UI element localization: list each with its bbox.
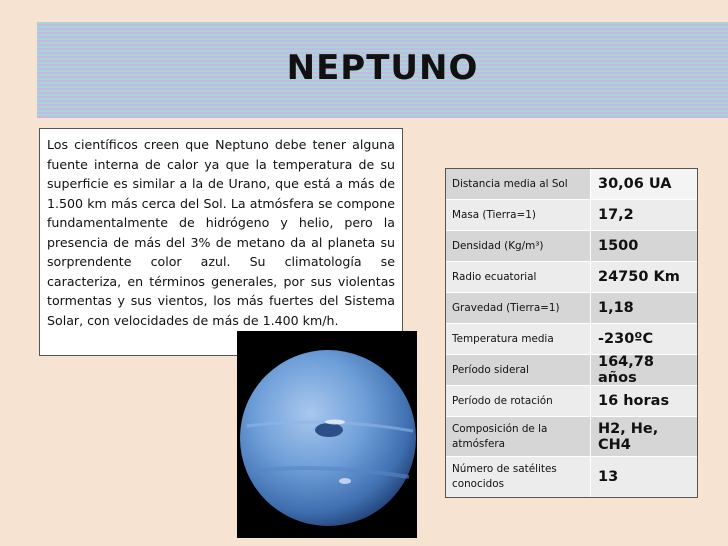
description-box — [39, 128, 403, 356]
table-row — [446, 200, 697, 231]
table-row — [446, 457, 697, 497]
fact-label: Período de rotación — [446, 386, 591, 416]
fact-value: 1,18 — [591, 293, 697, 323]
facts-table — [445, 168, 698, 498]
table-row — [446, 169, 697, 200]
table-row — [446, 293, 697, 324]
table-row — [446, 355, 697, 386]
fact-label: Número de satélites conocidos — [446, 457, 591, 497]
great-dark-spot — [315, 423, 343, 437]
neptune-planet-graphic — [237, 331, 417, 538]
fact-value: -230ºC — [591, 324, 697, 354]
fact-label: Composición de la atmósfera — [446, 417, 591, 456]
fact-value: 17,2 — [591, 200, 697, 230]
table-row — [446, 324, 697, 355]
fact-value: 30,06 UA — [591, 169, 697, 199]
fact-label: Radio ecuatorial — [446, 262, 591, 292]
page-title: NEPTUNO — [286, 48, 479, 88]
fact-label: Temperatura media — [446, 324, 591, 354]
fact-label: Gravedad (Tierra=1) — [446, 293, 591, 323]
fact-value: 1500 — [591, 231, 697, 261]
table-row — [446, 386, 697, 417]
fact-value: H2, He, CH4 — [591, 417, 697, 456]
fact-label: Masa (Tierra=1) — [446, 200, 591, 230]
table-row — [446, 231, 697, 262]
description-text: Los científicos creen que Neptuno debe tener alguna fuente interna de calor ya que la temperatura de su superficie es similar a la de Urano, que está a más de 1.500 km más cerca del Sol. La atmósfera se compone fundamentalmente de hidrógeno y helio, pero la presencia de más del 3% de metano da al planeta su sorprendente color azul. Su climatología se caracteriza, en términos generales, por sus violentas tormentas y sus vientos, los más fuertes del Sistema Solar, con velocidades de más de 1.400 km/h. — [47, 137, 395, 328]
table-row — [446, 262, 697, 293]
table-row — [446, 417, 697, 457]
fact-value: 16 horas — [591, 386, 697, 416]
fact-label: Distancia media al Sol — [446, 169, 591, 199]
neptune-image — [237, 331, 417, 538]
fact-label: Período sideral — [446, 355, 591, 385]
fact-label: Densidad (Kg/m³) — [446, 231, 591, 261]
planet-disc — [240, 350, 416, 526]
fact-value: 13 — [591, 457, 697, 497]
fact-value: 24750 Km — [591, 262, 697, 292]
fact-value: 164,78 años — [591, 355, 697, 385]
